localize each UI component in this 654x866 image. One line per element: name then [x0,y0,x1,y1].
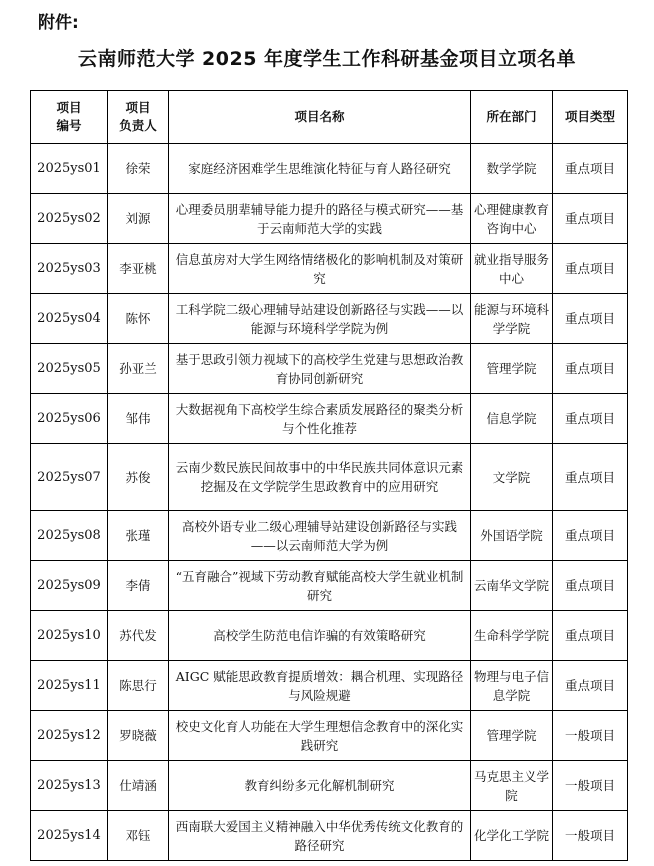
cell-name: 心理委员朋辈辅导能力提升的路径与模式研究——基于云南师范大学的实践 [169,194,471,244]
cell-code: 2025ys04 [31,294,108,344]
cell-code: 2025ys02 [31,194,108,244]
cell-dept: 管理学院 [471,711,553,761]
table-row [31,294,628,344]
cell-lead: 陈思行 [108,661,169,711]
cell-name: “五育融合”视域下劳动教育赋能高校大学生就业机制研究 [169,561,471,611]
table-row [31,444,628,511]
cell-code: 2025ys09 [31,561,108,611]
table-row [31,761,628,811]
header-type: 项目类型 [553,91,628,144]
cell-dept: 管理学院 [471,344,553,394]
cell-dept: 心理健康教育咨询中心 [471,194,553,244]
cell-dept: 数学学院 [471,144,553,194]
cell-code: 2025ys10 [31,611,108,661]
cell-dept: 物理与电子信息学院 [471,661,553,711]
cell-name: 高校学生防范电信诈骗的有效策略研究 [169,611,471,661]
cell-dept: 信息学院 [471,394,553,444]
cell-type: 重点项目 [553,561,628,611]
cell-type: 重点项目 [553,661,628,711]
cell-name: 校史文化育人功能在大学生理想信念教育中的深化实践研究 [169,711,471,761]
table-row [31,811,628,861]
table-row [31,194,628,244]
cell-code: 2025ys11 [31,661,108,711]
table-row [31,611,628,661]
table-row [31,394,628,444]
cell-name: 信息茧房对大学生网络情绪极化的影响机制及对策研究 [169,244,471,294]
cell-dept: 能源与环境科学学院 [471,294,553,344]
cell-name: 高校外语专业二级心理辅导站建设创新路径与实践——以云南师范大学为例 [169,511,471,561]
table-row [31,144,628,194]
cell-type: 重点项目 [553,294,628,344]
cell-dept: 外国语学院 [471,511,553,561]
cell-code: 2025ys06 [31,394,108,444]
header-name: 项目名称 [169,91,471,144]
cell-type: 重点项目 [553,144,628,194]
cell-lead: 孙亚兰 [108,344,169,394]
cell-code: 2025ys08 [31,511,108,561]
cell-lead: 罗晓薇 [108,711,169,761]
cell-lead: 李亚桃 [108,244,169,294]
table-row [31,711,628,761]
cell-dept: 化学化工学院 [471,811,553,861]
cell-name: 基于思政引领力视域下的高校学生党建与思想政治教育协同创新研究 [169,344,471,394]
cell-name: 西南联大爱国主义精神融入中华优秀传统文化教育的路径研究 [169,811,471,861]
cell-name: 家庭经济困难学生思维演化特征与育人路径研究 [169,144,471,194]
cell-type: 重点项目 [553,244,628,294]
cell-code: 2025ys01 [31,144,108,194]
cell-code: 2025ys12 [31,711,108,761]
table-row [31,344,628,394]
header-dept: 所在部门 [471,91,553,144]
table-row [31,661,628,711]
cell-name: 大数据视角下高校学生综合素质发展路径的聚类分析与个性化推荐 [169,394,471,444]
cell-type: 重点项目 [553,394,628,444]
cell-lead: 刘源 [108,194,169,244]
attachment-label: 附件: [38,13,79,33]
cell-type: 重点项目 [553,194,628,244]
cell-dept: 文学院 [471,444,553,511]
cell-type: 重点项目 [553,611,628,661]
cell-type: 重点项目 [553,511,628,561]
cell-code: 2025ys05 [31,344,108,394]
cell-name: AIGC 赋能思政教育提质增效：耦合机理、实现路径与风险规避 [169,661,471,711]
table-row [31,511,628,561]
cell-type: 重点项目 [553,444,628,511]
cell-code: 2025ys13 [31,761,108,811]
cell-lead: 邓钰 [108,811,169,861]
cell-type: 一般项目 [553,761,628,811]
cell-lead: 陈怀 [108,294,169,344]
cell-name: 云南少数民族民间故事中的中华民族共同体意识元素挖掘及在文学院学生思政教育中的应用研究 [169,444,471,511]
cell-lead: 张瑾 [108,511,169,561]
cell-type: 重点项目 [553,344,628,394]
cell-name: 教育纠纷多元化解机制研究 [169,761,471,811]
cell-lead: 苏俊 [108,444,169,511]
cell-type: 一般项目 [553,711,628,761]
table-row [31,244,628,294]
cell-lead: 徐荣 [108,144,169,194]
cell-type: 一般项目 [553,811,628,861]
cell-lead: 苏代发 [108,611,169,661]
cell-code: 2025ys07 [31,444,108,511]
cell-lead: 仕靖涵 [108,761,169,811]
header-code: 项目 编号 [31,91,108,144]
cell-dept: 马克思主义学院 [471,761,553,811]
cell-code: 2025ys14 [31,811,108,861]
project-table [30,90,628,861]
cell-lead: 李倩 [108,561,169,611]
cell-code: 2025ys03 [31,244,108,294]
table-row [31,561,628,611]
header-lead: 项目 负责人 [108,91,169,144]
document-title: 云南师范大学 2025 年度学生工作科研基金项目立项名单 [77,48,577,70]
cell-dept: 云南华文学院 [471,561,553,611]
cell-dept: 生命科学学院 [471,611,553,661]
table-header-row [31,91,628,144]
cell-name: 工科学院二级心理辅导站建设创新路径与实践——以能源与环境科学学院为例 [169,294,471,344]
cell-lead: 邹伟 [108,394,169,444]
cell-dept: 就业指导服务中心 [471,244,553,294]
